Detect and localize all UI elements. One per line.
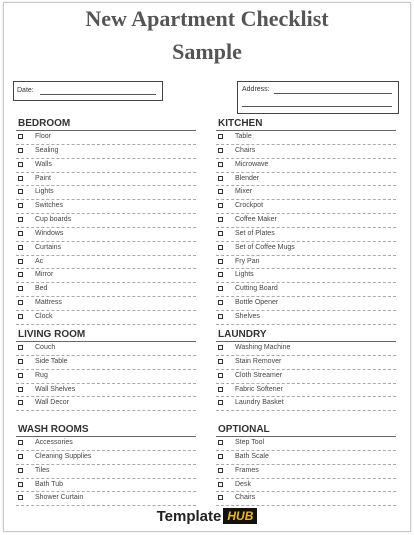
checklist-item-label: Bottle Opener [235, 299, 279, 307]
checklist-item [16, 451, 196, 465]
checklist-item-label: Mixer [235, 188, 253, 196]
checklist-item [16, 131, 196, 145]
checklist-item [16, 269, 196, 283]
checkbox[interactable] [218, 314, 223, 319]
checklist-item-label: Accessories [35, 439, 73, 446]
checklist-item [216, 214, 396, 228]
page-subtitle: Sample [172, 39, 242, 64]
template-hub-logo [0, 505, 414, 527]
checklist-item-label: Bath Tub [35, 480, 64, 488]
checkbox[interactable] [218, 286, 223, 291]
checklist-item-label: Washing Machine [235, 344, 291, 351]
checklist-item [16, 242, 196, 256]
address-line-2 [242, 106, 392, 107]
checklist-item [16, 342, 196, 356]
checkbox[interactable] [218, 468, 223, 473]
checkbox[interactable] [18, 468, 23, 473]
checklist-item [216, 269, 396, 283]
logo-badge: HUB [223, 508, 257, 524]
checklist-item [216, 342, 396, 356]
checkbox[interactable] [218, 440, 223, 445]
section-wash-rooms [16, 423, 196, 506]
checklist-item [216, 173, 396, 187]
checklist-item-label: Lights [235, 271, 254, 279]
checklist-item-label: Windows [35, 229, 64, 237]
checklist-item-label: Switches [35, 202, 64, 210]
checklist-item-label: Couch [35, 344, 56, 351]
checklist-item [216, 465, 396, 479]
checklist-item [16, 356, 196, 370]
checkbox[interactable] [18, 314, 23, 319]
checklist-item [216, 397, 396, 411]
checklist-item-label: Fry Pan [235, 257, 260, 265]
checklist-item [16, 437, 196, 451]
checkbox[interactable] [218, 345, 223, 350]
checklist-item-label: Ac [35, 257, 44, 265]
checklist-item [216, 451, 396, 465]
checklist-item-label: Walls [35, 160, 52, 168]
logo-text: Template [156, 507, 222, 525]
checkbox[interactable] [18, 440, 23, 445]
checkbox[interactable] [18, 373, 23, 378]
section-title: LAUNDRY [216, 328, 396, 342]
checklist-item-label: Cleaning Supplies [35, 452, 92, 460]
checkbox[interactable] [18, 217, 23, 222]
checklist-item [16, 173, 196, 187]
checkbox[interactable] [18, 162, 23, 167]
checklist-item-label: Tiles [35, 466, 50, 474]
checklist-item-label: Wall Shelves [35, 385, 76, 393]
checklist-item [216, 297, 396, 311]
checkbox[interactable] [18, 189, 23, 194]
checkbox[interactable] [218, 272, 223, 277]
checklist-item-label: Shower Curtain [35, 494, 84, 502]
checklist-item-label: Chairs [235, 494, 256, 502]
checkbox[interactable] [218, 387, 223, 392]
checkbox[interactable] [218, 373, 223, 378]
checklist-item-label: Cutting Board [235, 285, 278, 293]
section-title: LIVING ROOM [16, 328, 196, 342]
checkbox[interactable] [218, 259, 223, 264]
checklist-item-label: Set of Coffee Mugs [235, 243, 295, 251]
checkbox[interactable] [218, 231, 223, 236]
checklist-item-label: Chairs [235, 146, 256, 154]
section-laundry [216, 328, 396, 411]
checklist-item [16, 370, 196, 384]
checklist-item-label: Floor [35, 133, 51, 140]
checklist-item [216, 159, 396, 173]
checklist-item-label: Mirror [35, 271, 54, 279]
checkbox[interactable] [18, 272, 23, 277]
checklist-item-label: Cloth Streamer [235, 371, 283, 379]
checklist-item-label: Sealing [35, 146, 59, 154]
checkbox[interactable] [218, 495, 223, 500]
checkbox[interactable] [218, 217, 223, 222]
date-field[interactable] [13, 81, 163, 101]
checklist-item-label: Clock [35, 312, 53, 320]
checklist-item-label: Coffee Maker [235, 216, 277, 224]
checkbox[interactable] [18, 359, 23, 364]
checkbox[interactable] [18, 482, 23, 487]
checklist-item-label: Paint [35, 174, 51, 182]
checklist-item [16, 297, 196, 311]
section-kitchen [216, 117, 396, 325]
checkbox[interactable] [18, 387, 23, 392]
checklist-item-label: Set of Plates [235, 229, 275, 237]
checklist-item [216, 242, 396, 256]
checkbox[interactable] [218, 148, 223, 153]
checklist-item-label: Shelves [235, 312, 260, 320]
checklist-item [16, 228, 196, 242]
checkbox[interactable] [18, 231, 23, 236]
date-line [40, 94, 156, 95]
checklist-item [216, 384, 396, 398]
checkbox[interactable] [218, 359, 223, 364]
checkbox[interactable] [18, 345, 23, 350]
checklist-item [216, 479, 396, 493]
checklist-item [16, 311, 196, 325]
checklist-item [16, 214, 196, 228]
checklist-item [216, 131, 396, 145]
checklist-item-label: Fabric Softener [235, 385, 283, 393]
checkbox[interactable] [18, 203, 23, 208]
checkbox[interactable] [218, 245, 223, 250]
checkbox[interactable] [218, 162, 223, 167]
checkbox[interactable] [18, 259, 23, 264]
checklist-item-label: Bath Scale [235, 452, 269, 460]
checklist-item-label: Table [235, 133, 252, 140]
checklist-item [16, 200, 196, 214]
checklist-item-label: Curtains [35, 243, 62, 251]
checklist-item [16, 283, 196, 297]
checkbox[interactable] [218, 482, 223, 487]
checklist-item [216, 311, 396, 325]
section-title: WASH ROOMS [16, 423, 196, 437]
checklist-item [216, 145, 396, 159]
checkbox[interactable] [18, 286, 23, 291]
checkbox[interactable] [218, 176, 223, 181]
checklist-item [16, 397, 196, 411]
checklist-item [216, 228, 396, 242]
checkbox[interactable] [218, 400, 223, 405]
checkbox[interactable] [18, 400, 23, 405]
checkbox[interactable] [218, 454, 223, 459]
section-title: KITCHEN [216, 117, 396, 131]
checklist-item [16, 159, 196, 173]
checklist-item-label: Stain Remover [235, 357, 282, 365]
checkbox[interactable] [18, 176, 23, 181]
checklist-item [216, 256, 396, 270]
checklist-item-label: Blender [235, 174, 260, 182]
checklist-item-label: Wall Decor [35, 399, 69, 407]
checkbox[interactable] [18, 454, 23, 459]
checklist-item [216, 283, 396, 297]
checklist-item [16, 384, 196, 398]
checklist-item-label: Lights [35, 188, 54, 196]
checklist-item [216, 356, 396, 370]
checklist-item-label: Laundry Basket [235, 399, 284, 407]
checkbox[interactable] [218, 203, 223, 208]
checkbox[interactable] [18, 245, 23, 250]
checklist-item-label: Microwave [235, 160, 269, 168]
section-bedroom [16, 117, 196, 325]
checkbox[interactable] [18, 495, 23, 500]
checklist-item-label: Mattress [35, 299, 62, 307]
address-field[interactable] [237, 81, 399, 114]
checklist-item [16, 145, 196, 159]
checklist-item-label: Step Tool [235, 439, 265, 446]
checkbox[interactable] [218, 189, 223, 194]
checklist-item [16, 479, 196, 493]
checkbox[interactable] [218, 134, 223, 139]
checklist-item-label: Cup boards [35, 216, 72, 224]
page-title: New Apartment Checklist [85, 6, 329, 31]
checkbox[interactable] [18, 134, 23, 139]
section-living-room [16, 328, 196, 411]
checkbox[interactable] [218, 300, 223, 305]
checklist-item [16, 256, 196, 270]
checklist-item [16, 465, 196, 479]
section-optional [216, 423, 396, 506]
section-title: OPTIONAL [216, 423, 396, 437]
checklist-item-label: Rug [35, 371, 48, 379]
checkbox[interactable] [18, 300, 23, 305]
address-line-1 [274, 93, 392, 94]
date-label: Date: [17, 87, 34, 94]
checklist-item [216, 437, 396, 451]
checklist-item-label: Desk [235, 480, 251, 488]
checklist-item [216, 186, 396, 200]
checklist-item-label: Frames [235, 466, 259, 474]
checklist-item [16, 186, 196, 200]
checklist-item-label: Crockpot [235, 202, 264, 210]
address-label: Address: [242, 86, 270, 93]
checklist-item [216, 200, 396, 214]
checkbox[interactable] [18, 148, 23, 153]
section-title: BEDROOM [16, 117, 196, 131]
checklist-item-label: Bed [35, 285, 48, 293]
checklist-item-label: Side Table [35, 357, 68, 365]
checklist-item [216, 370, 396, 384]
